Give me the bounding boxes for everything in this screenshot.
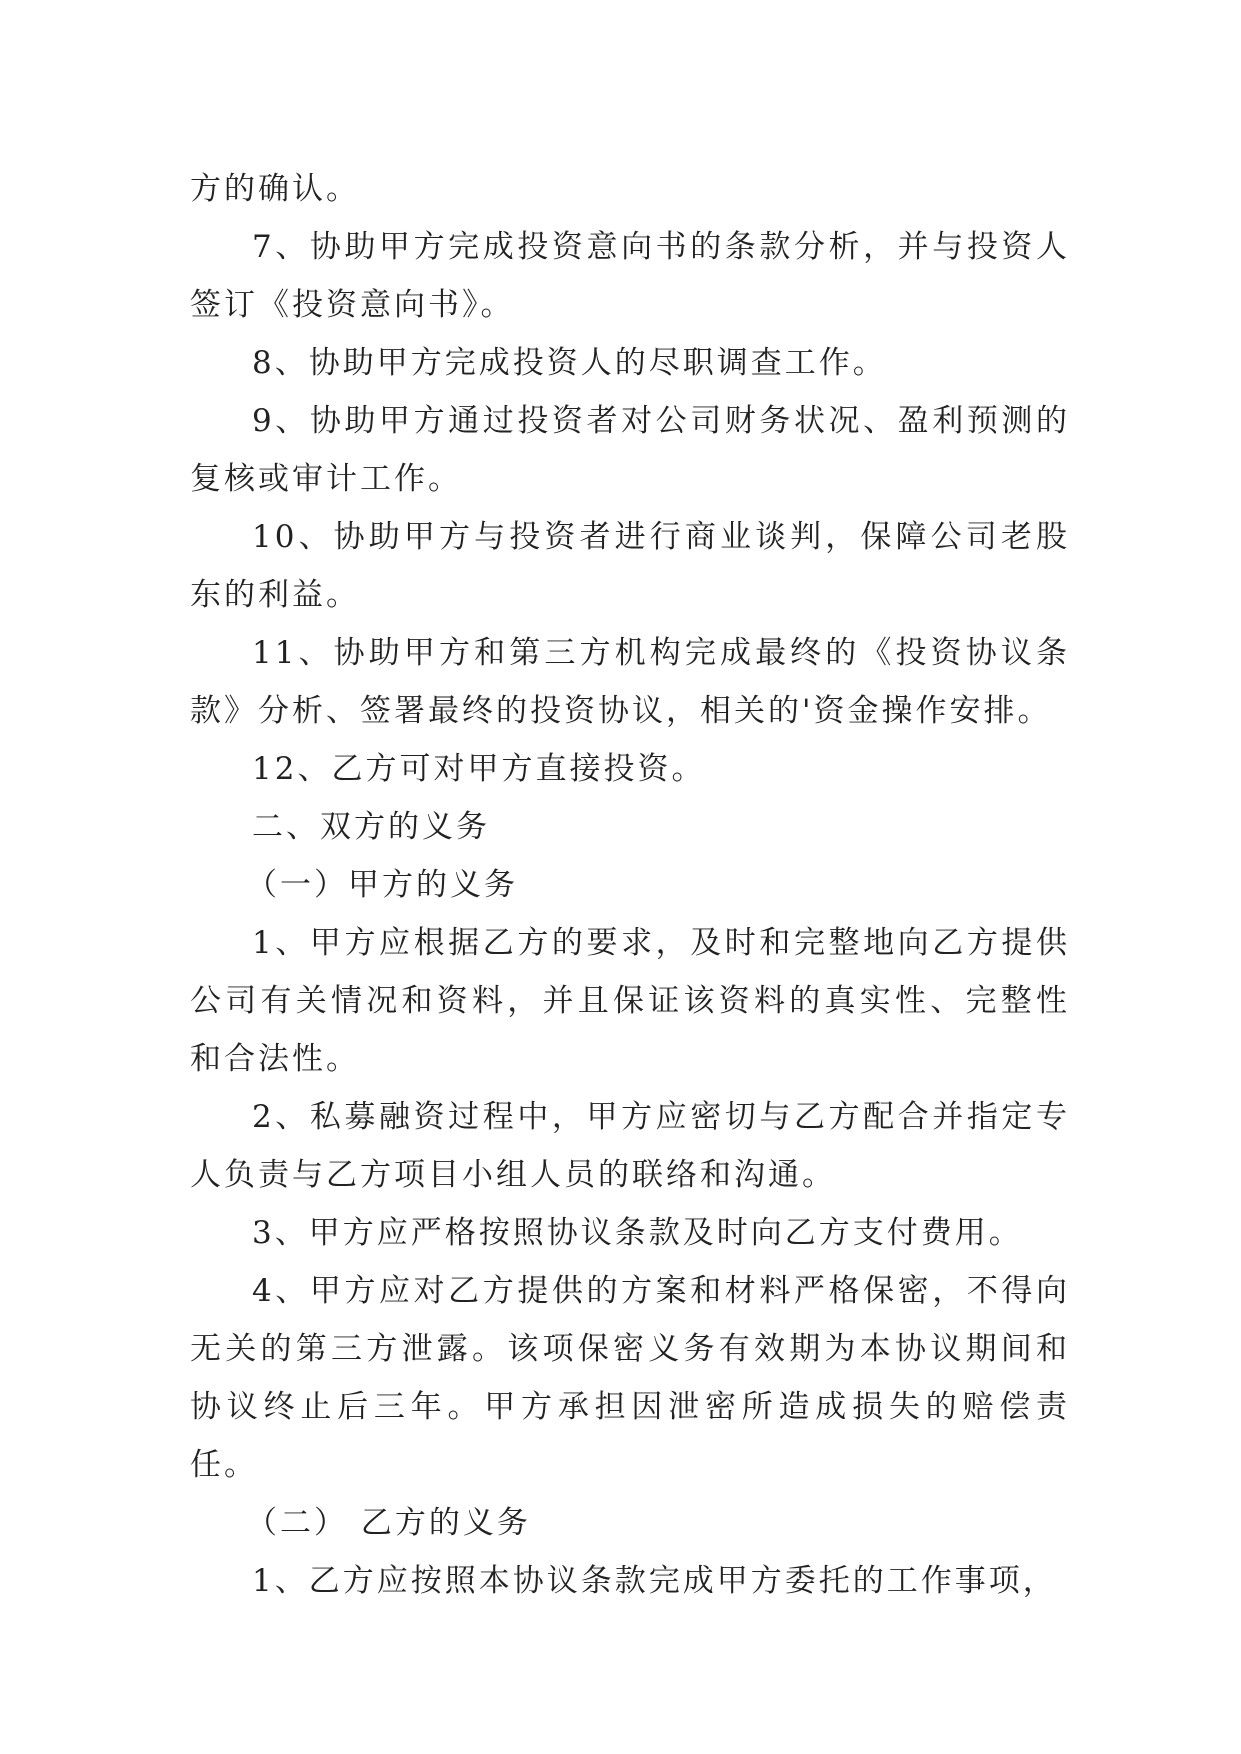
section-heading-obligations: 二、双方的义务 [252,809,490,845]
paragraph-item-7: 7、协助甲方完成投资意向书的条款分析，并与投资人签订《投资意向书》。 [190,229,1070,323]
subsection-heading-party-b: （二） 乙方的义务 [246,1505,531,1541]
paragraph-item-9: 9、协助甲方通过投资者对公司财务状况、盈利预测的复核或审计工作。 [190,403,1070,497]
subsection-heading-party-a: （一）甲方的义务 [246,867,518,903]
paragraph-item-11: 11、协助甲方和第三方机构完成最终的《投资协议条款》分析、签署最终的投资协议，相关的'资金操作安排。 [190,635,1070,729]
paragraph-party-b-1: 1、乙方应按照本协议条款完成甲方委托的工作事项， [252,1563,1057,1599]
paragraph-item-12: 12、乙方可对甲方直接投资。 [252,751,706,787]
paragraph-party-a-1: 1、甲方应根据乙方的要求，及时和完整地向乙方提供公司有关情况和资料，并且保证该资料的真实性、完整性和合法性。 [190,925,1070,1077]
paragraph-party-a-2: 2、私募融资过程中，甲方应密切与乙方配合并指定专人负责与乙方项目小组人员的联络和沟通。 [190,1099,1070,1193]
paragraph-item-8: 8、协助甲方完成投资人的尽职调查工作。 [252,345,887,381]
paragraph-item-10: 10、协助甲方与投资者进行商业谈判，保障公司老股东的利益。 [190,519,1070,613]
document-body [190,160,1070,1610]
paragraph-party-a-4: 4、甲方应对乙方提供的方案和材料严格保密，不得向无关的第三方泄露。该项保密义务有效期为本协议期间和协议终止后三年。甲方承担因泄密所造成损失的赔偿责任。 [190,1273,1070,1483]
paragraph-party-a-3: 3、甲方应严格按照协议条款及时向乙方支付费用。 [252,1215,1023,1251]
paragraph-continuation: 方的确认。 [190,171,360,207]
